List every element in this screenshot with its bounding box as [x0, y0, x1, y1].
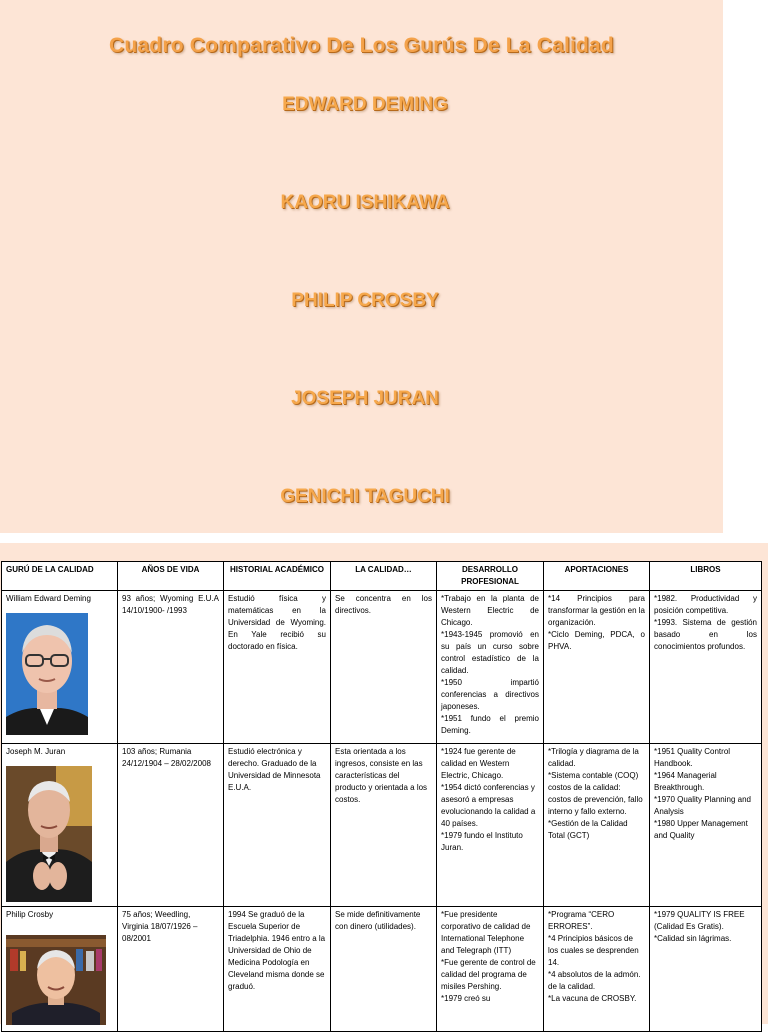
book-item: *1970 Quality Planning and Analysis [654, 795, 751, 816]
academic-cell: 1994 Se graduó de la Escuela Superior de Triadelphia. 1946 entro a la Universidad de Ohio de Medicina Podología en Cleveland misma donde se graduó. [224, 907, 331, 1032]
books-cell [650, 744, 762, 907]
book-item: *1980 Upper Management and Quality [654, 819, 748, 840]
contributions-cell [544, 744, 650, 907]
career-item: *1951 fundo el premio Deming. [441, 714, 539, 735]
career-item: *1954 dictó conferencias y asesoró a empresas evolucionando la calidad a 40 países. [441, 783, 536, 828]
career-item: *1979 fundo el Instituto Juran. [441, 831, 523, 852]
career-cell [437, 744, 544, 907]
book-item: *Calidad sin lágrimas. [654, 934, 732, 943]
table-row [2, 744, 762, 907]
academic-cell: Estudió electrónica y derecho. Graduado de la Universidad de Minnesota E.U.A. [224, 744, 331, 907]
guru-heading-taguchi: GENICHI TAGUCHI [280, 486, 450, 507]
contribution-item: *Trilogía y diagrama de la calidad. [548, 747, 639, 768]
book-item: *1979 QUALITY IS FREE (Calidad Es Gratis). [654, 910, 745, 931]
comparison-table-page [0, 543, 768, 1024]
deming-photo [6, 613, 113, 735]
header-quality: LA CALIDAD… [331, 562, 437, 591]
table-row [2, 907, 762, 1032]
contributions-cell [544, 907, 650, 1032]
years-cell: 103 años; Rumania 24/12/1904 – 28/02/2008 [118, 744, 224, 907]
career-item: *1924 fue gerente de calidad en Western Electric, Chicago. [441, 747, 516, 780]
crosby-photo [6, 935, 113, 1025]
guru-cell [2, 744, 118, 907]
contribution-item: *Ciclo Deming, PDCA, o PHVA. [548, 630, 645, 651]
career-item: *Fue presidente corporativo de calidad de International Telephone and Telegraph (ITT) [441, 910, 531, 955]
header-contributions: APORTACIONES [544, 562, 650, 591]
guru-heading-ishikawa: KAORU ISHIKAWA [280, 192, 450, 213]
contribution-item: *14 Principios para transformar la gestión en la organización. [548, 594, 645, 627]
header-guru: GURÚ DE LA CALIDAD [2, 562, 118, 591]
contributions-cell [544, 591, 650, 744]
header-years: AÑOS DE VIDA [118, 562, 224, 591]
guru-name: Philip Crosby [6, 910, 54, 919]
title-slide [0, 0, 723, 533]
guru-name: William Edward Deming [6, 594, 91, 603]
guru-cell [2, 591, 118, 744]
header-career: DESARROLLO PROFESIONAL [437, 562, 544, 591]
years-cell: 93 años; Wyoming E.U.A 14/10/1900- /1993 [118, 591, 224, 744]
books-cell [650, 591, 762, 744]
header-books: LIBROS [650, 562, 762, 591]
book-item: *1982. Productividad y posición competitiva. [654, 594, 757, 615]
book-item: *1964 Managerial Breakthrough. [654, 771, 717, 792]
career-item: *Fue gerente de control de calidad del programa de misiles Pershing. [441, 958, 536, 991]
books-cell [650, 907, 762, 1032]
slide-title: Cuadro Comparativo De Los Gurús De La Calidad [109, 34, 614, 57]
quality-cell: Esta orientada a los ingresos, consiste en las características del producto y orientada a los costos. [331, 744, 437, 907]
book-item: *1993. Sistema de gestión basado en los conocimientos profundos. [654, 618, 757, 651]
comparison-table [1, 561, 762, 1032]
years-cell: 75 años; Weedling, Virginia 18/07/1926 – 08/2001 [118, 907, 224, 1032]
career-item: *1979 creó su [441, 994, 491, 1003]
contribution-item: *4 absolutos de la admón. de la calidad. [548, 970, 641, 991]
quality-cell: Se mide definitivamente con dinero (utilidades). [331, 907, 437, 1032]
guru-heading-crosby: PHILIP CROSBY [291, 290, 439, 311]
guru-name: Joseph M. Juran [6, 747, 66, 756]
academic-cell: Estudió física y matemáticas en la Universidad de Wyoming. En Yale recibió su doctorado en física. [224, 591, 331, 744]
contribution-item: *Sistema contable (COQ) costos de la calidad: costos de prevención, fallo interno y fallo externo. [548, 771, 643, 816]
juran-photo [6, 766, 113, 902]
guru-heading-deming: EDWARD DEMING [282, 94, 448, 115]
career-cell [437, 591, 544, 744]
career-item: *1943-1945 promovió en su país un curso sobre control estadístico de la calidad. [441, 630, 539, 675]
guru-heading-juran: JOSEPH JURAN [291, 388, 439, 409]
career-item: *1950 impartió conferencias a directivos japoneses. [441, 678, 539, 711]
contribution-item: *Gestión de la Calidad Total (GCT) [548, 819, 628, 840]
contribution-item: *4 Principios básicos de los cuales se desprenden 14. [548, 934, 639, 967]
career-cell [437, 907, 544, 1032]
career-item: *Trabajo en la planta de Western Electric de Chicago. [441, 594, 539, 627]
contribution-item: *La vacuna de CROSBY. [548, 994, 637, 1003]
table-header-row [2, 562, 762, 591]
book-item: *1951 Quality Control Handbook. [654, 747, 731, 768]
contribution-item: *Programa “CERO ERRORES”. [548, 910, 615, 931]
quality-cell: Se concentra en los directivos. [331, 591, 437, 744]
guru-cell [2, 907, 118, 1032]
header-academic: HISTORIAL ACADÉMICO [224, 562, 331, 591]
table-row [2, 591, 762, 744]
